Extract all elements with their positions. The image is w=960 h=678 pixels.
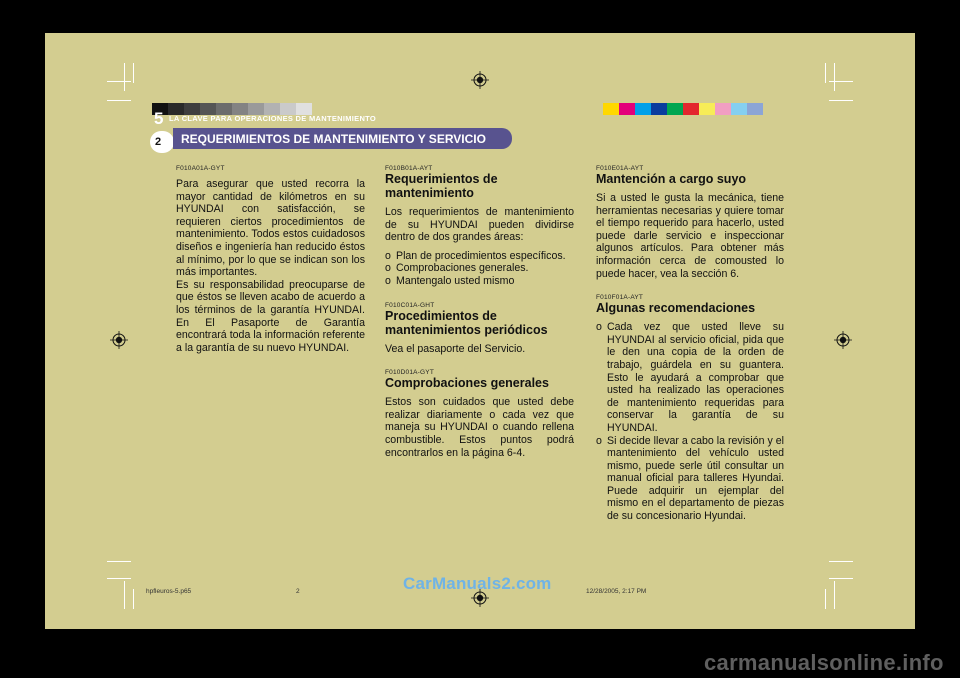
calibration-swatch <box>683 103 699 115</box>
crop-mark <box>107 578 131 579</box>
list-item: o Mantengalo usted mismo <box>385 274 515 287</box>
section-code: F010F01A-AYT <box>596 294 644 302</box>
crop-mark <box>124 581 125 609</box>
crop-mark <box>829 81 853 82</box>
section-code: F010D01A-GYT <box>385 369 435 377</box>
section-code: F010E01A-AYT <box>596 165 644 172</box>
manual-page <box>45 33 915 629</box>
calibration-swatch <box>747 103 763 115</box>
watermark-text: CarManuals2.com <box>403 574 552 593</box>
section-heading: Comprobaciones generales <box>385 376 549 391</box>
page-number-badge <box>150 131 174 153</box>
paragraph: Vea el pasaporte del Servicio. <box>385 342 526 355</box>
site-watermark: carmanualsonline.info <box>704 650 944 675</box>
footer-page: 2 <box>296 588 300 595</box>
crop-mark <box>834 63 835 91</box>
section-heading: Procedimientos de mantenimientos periódicos <box>385 308 548 337</box>
section-heading: Requerimientos de mantenimiento <box>385 172 498 200</box>
section-code: F010A01A-GYT <box>176 165 225 172</box>
color-calibration-bar <box>603 103 763 115</box>
registration-target-icon <box>471 71 489 89</box>
column-2 <box>385 165 574 459</box>
crop-mark <box>107 561 131 562</box>
paragraph: Estos son cuidados que usted debe realizar diariamente o cada vez que maneja su HYUNDAI o cuando rellena combustible. Estos puntos podrá encontrarlos en la página 6-4. <box>385 396 574 459</box>
calibration-swatch <box>603 103 619 115</box>
calibration-swatch <box>635 103 651 115</box>
crop-mark <box>124 63 125 91</box>
list-item: o Plan de procedimientos específicos. <box>385 249 566 262</box>
paragraph: Es su responsabilidad preocuparse de que éstos se lleven acabo de acuerdo a los términos de la garantía HYUNDAI. En El Pasaporte de Garantía encontrará toda la información referente a la garantía de su nuevo HYUNDAI. <box>176 278 365 354</box>
bullet-list <box>385 250 574 288</box>
crop-mark <box>107 81 131 82</box>
paragraph: Para asegurar que usted recorra la mayor cantidad de kilómetros en su HYUNDAI con satisfacción, se requieren ciertos procedimientos de mantenimiento. Todos estos cuidadosos diseños e ingeniería han reducido éstos al mínimo, por lo que se indican son los más importantes. <box>176 178 365 279</box>
section-heading: Mantención a cargo suyo <box>596 172 747 186</box>
footer-datetime: 12/28/2005, 2:17 PM <box>586 588 647 595</box>
crop-mark <box>825 589 826 609</box>
crop-mark <box>829 578 853 579</box>
section-code: F010C01A-GHT <box>385 301 435 309</box>
crop-mark <box>829 100 853 101</box>
section-heading: Algunas recomendaciones <box>596 301 756 316</box>
list-item: o Cada vez que usted lleve su HYUNDAI al servicio oficial, pida que le den una copia de la orden de trabajo, guárdela en su guantera. Esto le ayudará a comprobar que usted ha realizado las operaciones de mantenimiento requeridas para conservar la garantía de su HYUNDAI. <box>596 321 784 434</box>
calibration-swatch <box>715 103 731 115</box>
crop-mark <box>834 581 835 609</box>
calibration-swatch <box>731 103 747 115</box>
crop-mark <box>825 63 826 83</box>
registration-target-icon <box>110 331 128 349</box>
crop-mark <box>133 589 134 609</box>
calibration-swatch <box>619 103 635 115</box>
footer-filename: hpfleuros-5.p65 <box>146 588 192 595</box>
paragraph: Si a usted le gusta la mecánica, tiene herramientas necesarias y quiere tomar el tiempo requerido para hacerlo, usted puede darle servicio e inspeccionar algunos artículos. Para obtener más información cerca de comousted lo puede hacer, vea la sección 6. <box>596 192 784 280</box>
crop-mark <box>107 100 131 101</box>
calibration-swatch <box>651 103 667 115</box>
list-item: o Si decide llevar a cabo la revisión y el mantenimiento del vehículo usted mismo, puede serle útil consultar un manual oficial para talleres Hyundai. Puede adquirir un ejemplar del mismo en el departamento de piezas de su concesionario Hyundai. <box>596 434 784 523</box>
crop-mark <box>829 561 853 562</box>
crop-mark <box>133 63 134 83</box>
column-3 <box>596 165 784 523</box>
chapter-number: 5 <box>154 109 164 128</box>
list-item: o Comprobaciones generales. <box>385 262 529 275</box>
registration-target-icon <box>834 331 852 349</box>
calibration-swatch <box>699 103 715 115</box>
section-code: F010B01A-AYT <box>385 165 433 172</box>
section-title: REQUERIMIENTOS DE MANTENIMIENTO Y SERVICIO <box>181 132 486 146</box>
page-number: 2 <box>155 136 162 148</box>
paragraph: Los requerimientos de mantenimiento de su HYUNDAI pueden dividirse dentro de dos grandes áreas: <box>385 206 574 244</box>
column-1 <box>176 165 365 354</box>
bullet-list <box>596 321 784 523</box>
calibration-swatch <box>667 103 683 115</box>
chapter-title: LA CLAVE PARA OPERACIONES DE MANTENIMIENTO <box>169 114 377 123</box>
